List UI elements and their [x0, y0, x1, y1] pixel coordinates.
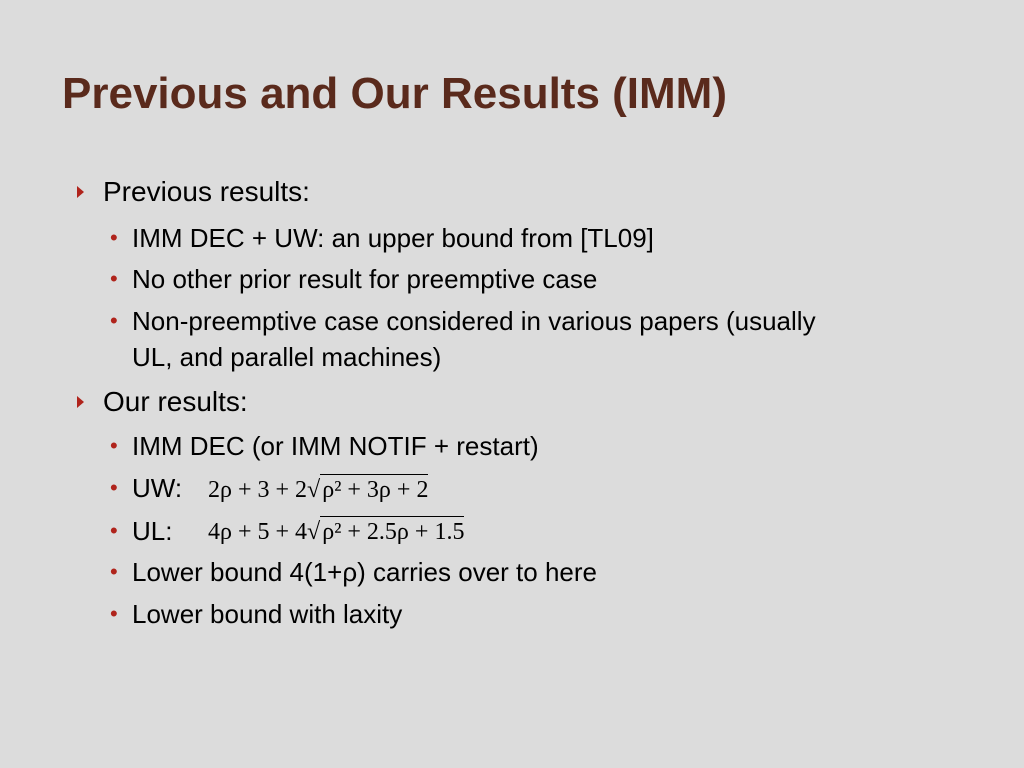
- list-item: Lower bound 4(1+ρ) carries over to here: [132, 557, 597, 587]
- list-item: Non-preemptive case considered in various papers (usually: [132, 306, 816, 336]
- dot-icon: •: [110, 225, 118, 250]
- formula-ul: [208, 516, 464, 546]
- dot-icon: •: [110, 559, 118, 584]
- list-item-uw-label: UW:: [132, 473, 183, 503]
- triangle-right-icon: [77, 396, 84, 408]
- formula-uw-radicand: ρ² + 3ρ + 2: [320, 474, 428, 504]
- formula-uw-prefix: 2ρ + 3 + 2: [208, 477, 308, 503]
- section-heading-previous: Previous results:: [103, 176, 310, 207]
- triangle-right-icon: [77, 186, 84, 198]
- list-item: Lower bound with laxity: [132, 599, 403, 629]
- dot-icon: •: [110, 475, 118, 500]
- list-item: No other prior result for preemptive case: [132, 264, 598, 294]
- section-heading-ours: Our results:: [103, 386, 248, 417]
- slide-title: Previous and Our Results (IMM): [62, 69, 727, 118]
- dot-icon: •: [110, 601, 118, 626]
- list-item-ul-label: UL:: [132, 516, 173, 546]
- formula-ul-radicand: ρ² + 2.5ρ + 1.5: [320, 516, 464, 546]
- list-item: IMM DEC (or IMM NOTIF + restart): [132, 431, 539, 461]
- dot-icon: •: [110, 518, 118, 543]
- dot-icon: •: [110, 433, 118, 458]
- formula-uw: [208, 474, 428, 504]
- list-item: IMM DEC + UW: an upper bound from [TL09]: [132, 223, 654, 253]
- dot-icon: •: [110, 308, 118, 333]
- sqrt-icon: √: [307, 477, 321, 503]
- sqrt-icon: √: [307, 519, 321, 545]
- formula-ul-prefix: 4ρ + 5 + 4: [208, 519, 308, 545]
- dot-icon: •: [110, 266, 118, 291]
- list-item-continuation: UL, and parallel machines): [132, 342, 442, 372]
